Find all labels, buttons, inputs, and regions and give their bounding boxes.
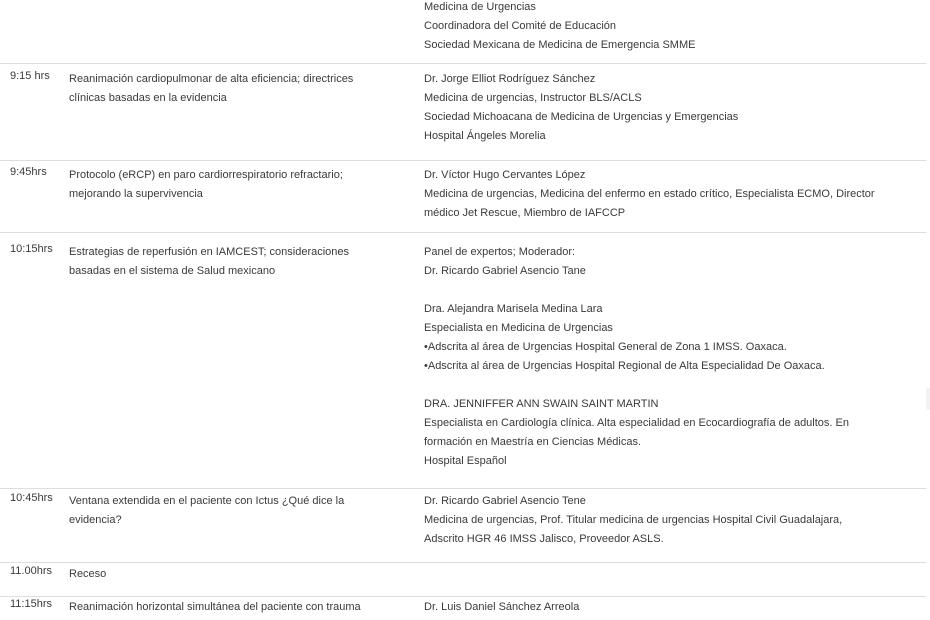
session-speaker-line: Medicina de urgencias, Prof. Titular medicina de urgencias Hospital Civil Guadalajara,: [424, 514, 843, 526]
session-speaker-line: Dr. Luis Daniel Sánchez Arreola: [424, 601, 580, 613]
session-speaker-line: Panel de expertos; Moderador:: [424, 246, 576, 258]
session-speaker-line: Hospital Español: [424, 455, 507, 467]
session-topic: [69, 598, 409, 617]
session-speaker-line: Especialista en Cardiología clínica. Alta especialidad en Ecocardiografía de adultos. En: [424, 417, 849, 429]
session-speaker-line: Sociedad Michoacana de Medicina de Urgencias y Emergencias: [424, 111, 739, 123]
session-topic-line: Reanimación horizontal simultánea del paciente con trauma: [69, 601, 361, 613]
session-time: 11:15hrs: [10, 598, 52, 610]
session-speaker-line: Medicina de urgencias, Instructor BLS/ACLS: [424, 92, 642, 104]
row-divider: [0, 232, 926, 233]
scroll-edge-indicator[interactable]: [926, 388, 930, 410]
session-speaker-line: médico Jet Rescue, Miembro de IAFCCP: [424, 207, 626, 219]
spacer: [424, 376, 924, 395]
session-time: 9:15 hrs: [10, 70, 50, 82]
row-divider: [0, 596, 926, 597]
session-speaker-line: Adscrito HGR 46 IMSS Jalisco, Proveedor ASLS.: [424, 533, 664, 545]
session-topic-line: evidencia?: [69, 514, 122, 526]
session-topic-line: Estrategias de reperfusión en IAMCEST; consideraciones: [69, 246, 350, 258]
row-divider: [0, 562, 926, 563]
row-divider: [0, 160, 926, 161]
session-speaker-line: Coordinadora del Comité de Educación: [424, 20, 617, 32]
session-time: 9:45hrs: [10, 166, 47, 178]
session-speaker-line: Sociedad Mexicana de Medicina de Emergencia SMME: [424, 39, 696, 51]
session-topic-line: Receso: [69, 568, 107, 580]
session-speaker-line: Medicina de Urgencias: [424, 1, 536, 13]
session-topic-line: Reanimación cardiopulmonar de alta eficiencia; directrices: [69, 73, 354, 85]
session-speaker-line: Dr. Jorge Elliot Rodríguez Sánchez: [424, 73, 596, 85]
session-topic: [69, 166, 409, 204]
session-speaker: [424, 70, 924, 146]
session-topic-line: Ventana extendida en el paciente con Ictus ¿Qué dice la: [69, 495, 345, 507]
session-speaker-line: •Adscrita al área de Urgencias Hospital Regional de Alta Especialidad De Oaxaca.: [424, 360, 825, 372]
session-speaker: [424, 492, 924, 549]
session-topic: [69, 70, 409, 108]
session-speaker-line: Dr. Víctor Hugo Cervantes López: [424, 169, 586, 181]
session-time: 11.00hrs: [10, 565, 52, 577]
session-topic: [69, 492, 409, 530]
session-speaker-line: formación en Maestría en Ciencias Médicas.: [424, 436, 642, 448]
spacer: [424, 281, 924, 300]
session-time: 10:45hrs: [10, 492, 53, 504]
session-speaker-line: •Adscrita al área de Urgencias Hospital General de Zona 1 IMSS. Oaxaca.: [424, 341, 787, 353]
session-topic-line: basadas en el sistema de Salud mexicano: [69, 265, 276, 277]
session-speaker: [424, 243, 924, 471]
session-time: 10:15hrs: [10, 243, 53, 255]
session-topic: [69, 565, 409, 584]
session-speaker-line: Dr. Ricardo Gabriel Asencio Tene: [424, 495, 586, 507]
session-speaker-line: Dra. Alejandra Marisela Medina Lara: [424, 303, 603, 315]
session-speaker: [424, 598, 924, 617]
session-speaker-line: DRA. JENNIFFER ANN SWAIN SAINT MARTIN: [424, 398, 659, 410]
session-speaker: [424, 166, 924, 223]
session-topic-line: mejorando la supervivencia: [69, 188, 203, 200]
session-speaker-line: Dr. Ricardo Gabriel Asencio Tane: [424, 265, 586, 277]
session-speaker: [424, 0, 924, 55]
session-topic-line: Protocolo (eRCP) en paro cardiorrespiratorio refractario;: [69, 169, 343, 181]
session-speaker-line: Medicina de urgencias, Medicina del enfermo en estado crítico, Especialista ECMO, Director: [424, 188, 875, 200]
row-divider: [0, 488, 926, 489]
session-speaker-line: Hospital Ángeles Morelia: [424, 130, 546, 142]
row-divider: [0, 63, 926, 64]
session-topic: [69, 243, 409, 281]
session-speaker-line: Especialista en Medicina de Urgencias: [424, 322, 613, 334]
session-topic-line: clínicas basadas en la evidencia: [69, 92, 227, 104]
